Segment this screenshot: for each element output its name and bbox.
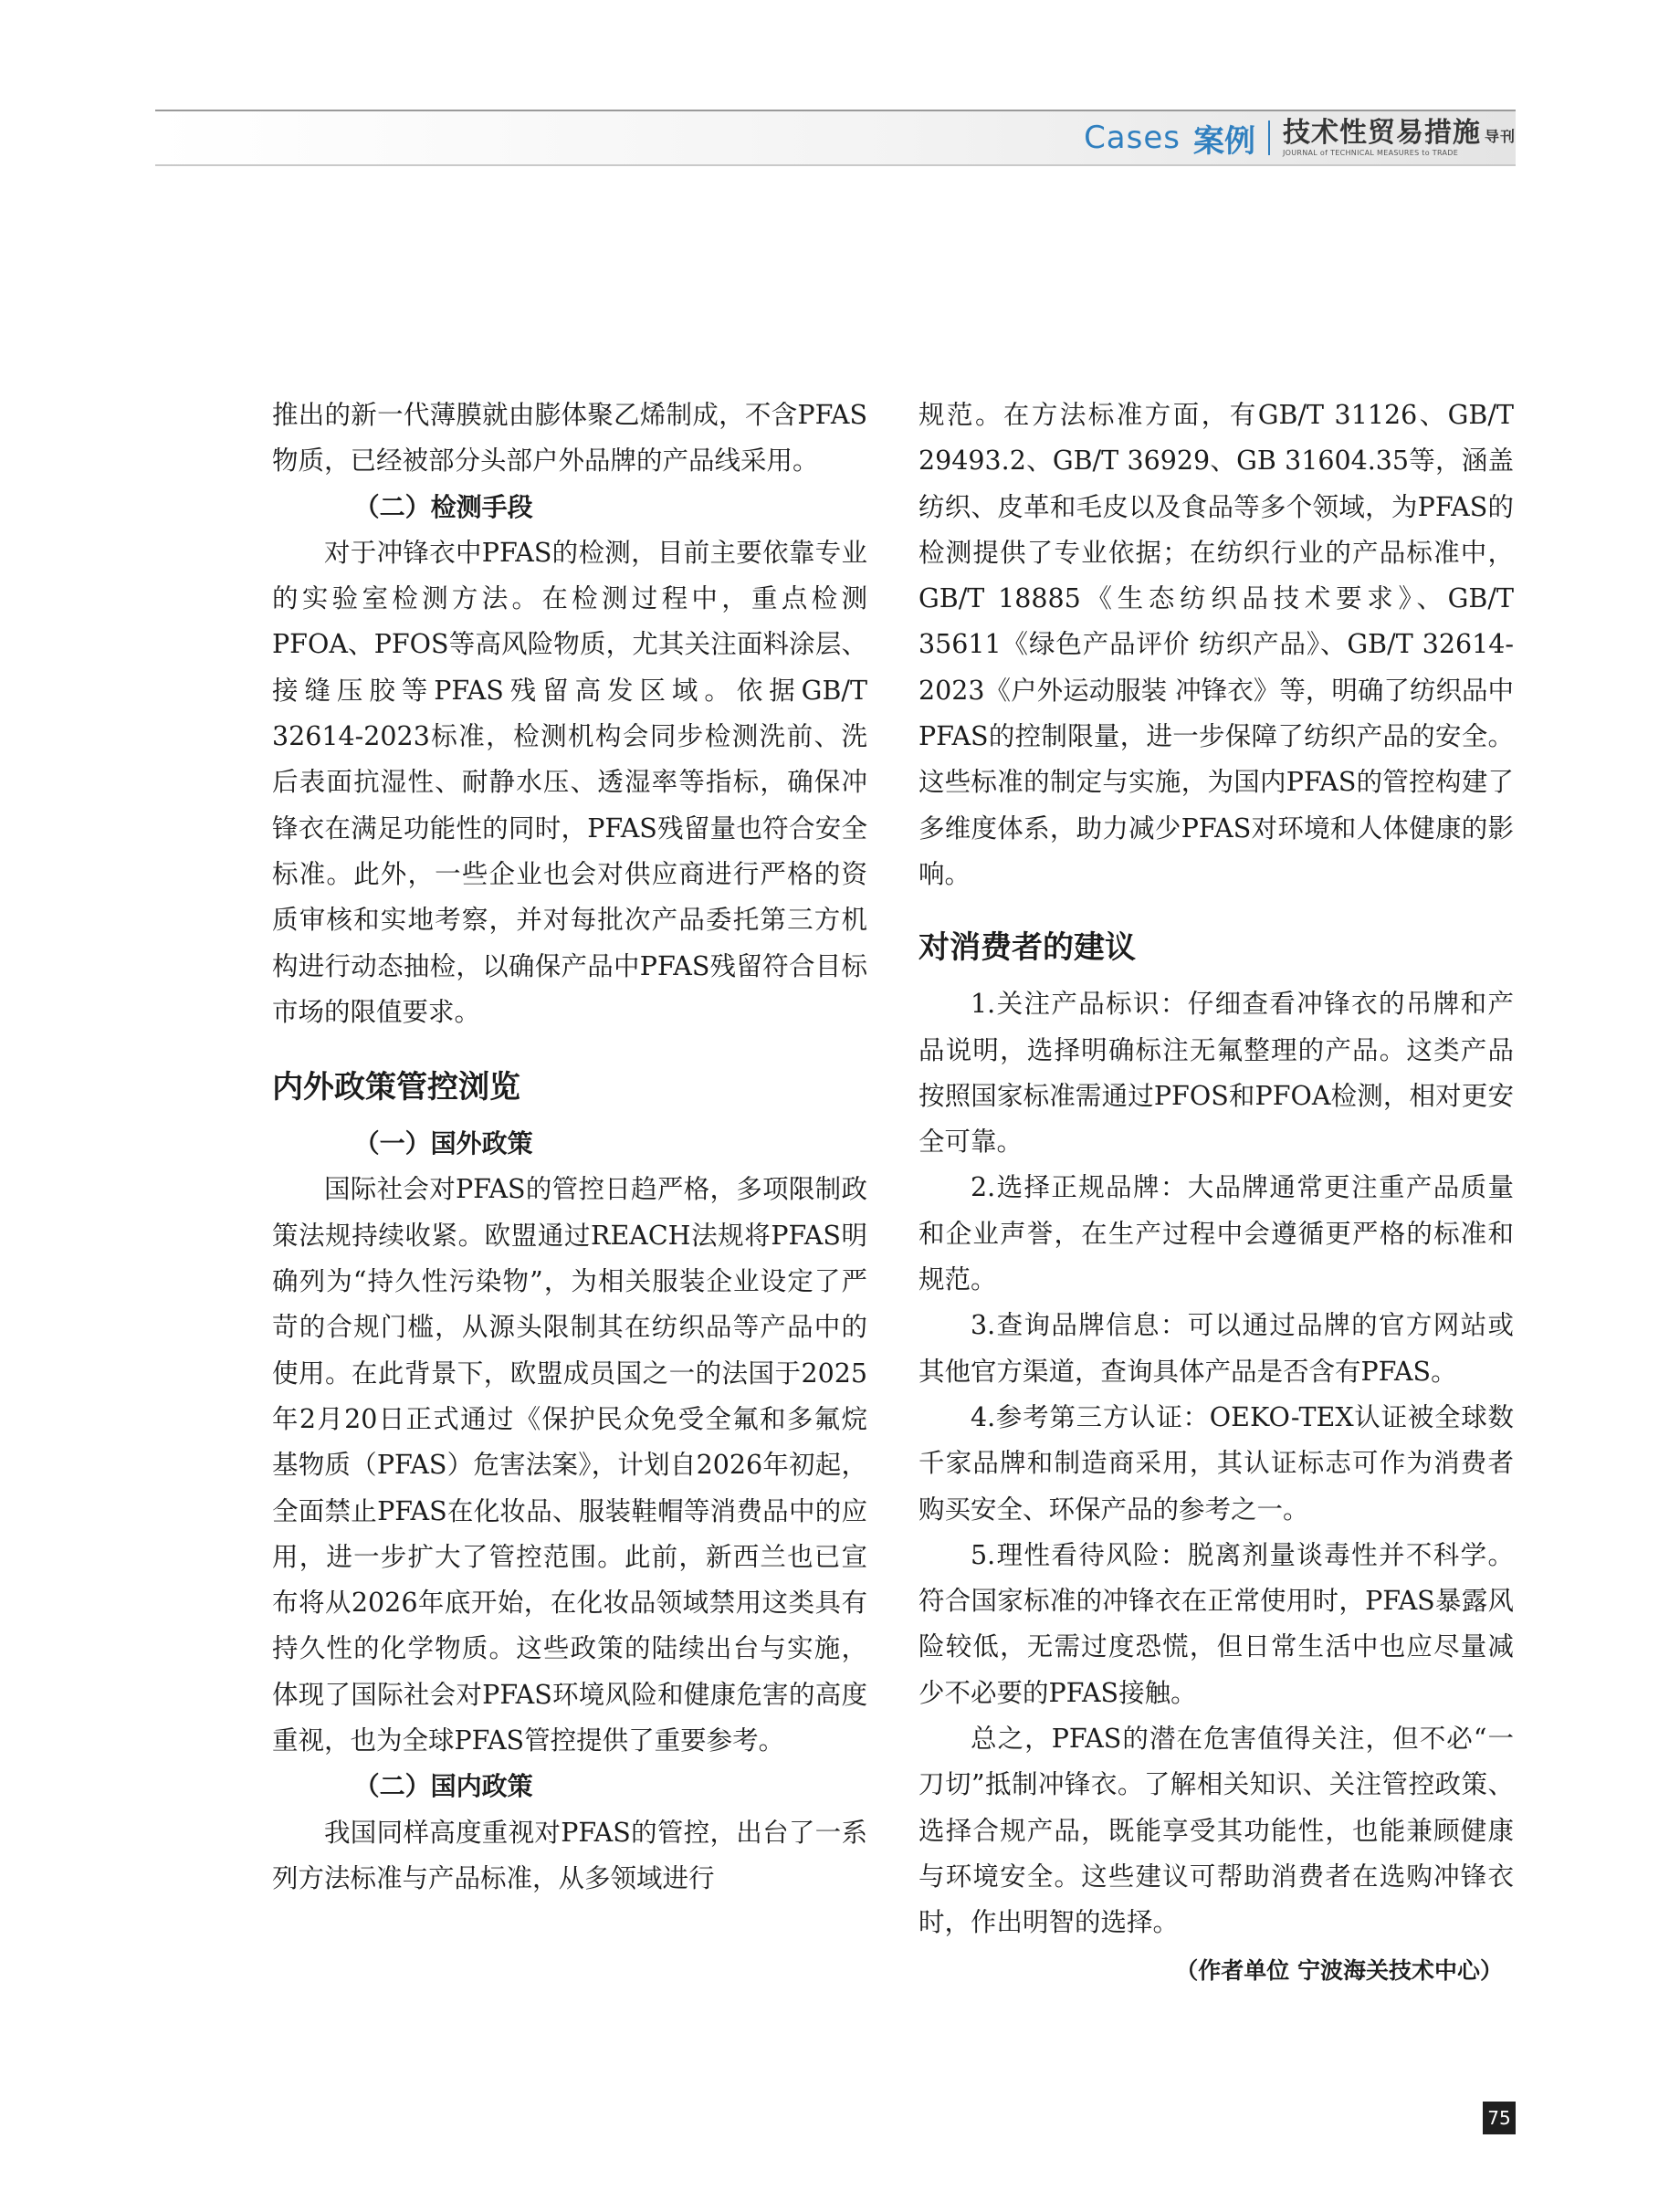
paragraph-detection: 对于冲锋衣中PFAS的检测，目前主要依靠专业的实验室检测方法。在检测过程中，重点检测PFOA、PFOS等高风险物质，尤其关注面料涂层、接缝压胶等PFAS残留高发区域。依据GB/T 32614-2023标准，检测机构会同步检测洗前、洗后表面抗湿性、耐静水压、透湿率等指标，确保冲锋衣在满足功能性的同时，PFAS残留量也符合安全标准。此外，一些企业也会对供应商进行严格的资质审核和实地考察，并对每批次产品委托第三方机构进行动态抽检，以确保产品中PFAS残留符合目标市场的限值要求。 <box>272 537 867 1027</box>
section-label-cn: 案例 <box>1192 122 1255 160</box>
paragraph-conclusion: 总之，PFAS的潜在危害值得关注，但不必“一刀切”抵制冲锋衣。了解相关知识、关注管控政策、选择合规产品，既能享受其功能性，也能兼顾健康与环境安全。这些建议可帮助消费者在选购冲锋衣时，作出明智的选择。 <box>918 1724 1514 1938</box>
advice-item: 4.参考第三方认证：OEKO-TEX认证被全球数千家品牌和制造商采用，其认证标志可作为消费者购买安全、环保产品的参考之一。 <box>918 1401 1514 1525</box>
section-heading-advice: 对消费者的建议 <box>918 929 1136 967</box>
journal-brand <box>1084 117 1516 159</box>
subheading-foreign: （一）国外政策 <box>353 1128 533 1159</box>
subheading-domestic: （二）国内政策 <box>353 1771 533 1802</box>
paragraph-intro: 推出的新一代薄膜就由膨体聚乙烯制成，不含PFAS物质，已经被部分头部户外品牌的产品线采用。 <box>272 400 867 477</box>
page-number: 75 <box>1483 2102 1516 2134</box>
advice-item: 3.查询品牌信息：可以通过品牌的官方网站或其他官方渠道，查询具体产品是否含有PFAS。 <box>918 1310 1514 1387</box>
header-bottom-rule <box>155 164 1516 166</box>
journal-name-en: JOURNAL of TECHNICAL MEASURES to TRADE <box>1282 148 1459 157</box>
section-label-en: Cases <box>1084 120 1181 156</box>
paragraph-foreign: 国际社会对PFAS的管控日趋严格，多项限制政策法规持续收紧。欧盟通过REACH法规将PFAS明确列为“持久性污染物”，为相关服装企业设定了严苛的合规门槛，从源头限制其在纺织品等产品中的使用。在此背景下，欧盟成员国之一的法国于2025年2月20日正式通过《保护民众免受全氟和多氟烷基物质（PFAS）危害法案》，计划自2026年初起，全面禁止PFAS在化妆品、服装鞋帽等消费品中的应用，进一步扩大了管控范围。此前，新西兰也已宣布将从2026年底开始，在化妆品领域禁用这类具有持久性的化学物质。这些政策的陆续出台与实施，体现了国际社会对PFAS环境风险和健康危害的高度重视，也为全球PFAS管控提供了重要参考。 <box>272 1174 867 1756</box>
author-affiliation: （作者单位 宁波海关技术中心） <box>1175 1956 1503 1984</box>
paragraph-domestic-cont: 规范。在方法标准方面，有GB/T 31126、GB/T 29493.2、GB/T 36929、GB 31604.35等，涵盖纺织、皮革和毛皮以及食品等多个领域，为PFAS的检测提供了专业依据；在纺织行业的产品标准中，GB/T 18885《生态纺织品技术要求》、GB/T 35611《绿色产品评价 纺织产品》、GB/T 32614-2023《户外运动服装 冲锋衣》等，明确了纺织品中PFAS的控制限量，进一步保障了纺织产品的安全。这些标准的制定与实施，为国内PFAS的管控构建了多维度体系，助力减少PFAS对环境和人体健康的影响。 <box>918 400 1514 889</box>
paragraph-domestic-start: 我国同样高度重视对PFAS的管控，出台了一系列方法标准与产品标准，从多领域进行 <box>272 1817 867 1893</box>
header-top-rule <box>155 110 1516 111</box>
advice-item: 2.选择正规品牌：大品牌通常更注重产品质量和企业声誉，在生产过程中会遵循更严格的标准和规范。 <box>918 1172 1514 1295</box>
right-column <box>918 393 1514 1994</box>
advice-item: 1.关注产品标识：仔细查看冲锋衣的吊牌和产品说明，选择明确标注无氟整理的产品。这类产品按照国家标准需通过PFOS和PFOA检测，相对更安全可靠。 <box>918 989 1514 1158</box>
subheading-detection: （二）检测手段 <box>353 491 533 522</box>
left-column <box>272 393 867 1902</box>
advice-item: 5.理性看待风险：脱离剂量谈毒性并不科学。符合国家标准的冲锋衣在正常使用时，PFAS暴露风险较低，无需过度恐慌，但日常生活中也应尽量减少不必要的PFAS接触。 <box>918 1539 1514 1708</box>
journal-suffix: 导刊 <box>1484 127 1516 145</box>
journal-title: 技术性贸易措施 <box>1282 116 1481 149</box>
brand-divider <box>1268 121 1270 155</box>
journal-name <box>1282 116 1516 157</box>
section-heading-policy: 内外政策管控浏览 <box>272 1069 520 1106</box>
